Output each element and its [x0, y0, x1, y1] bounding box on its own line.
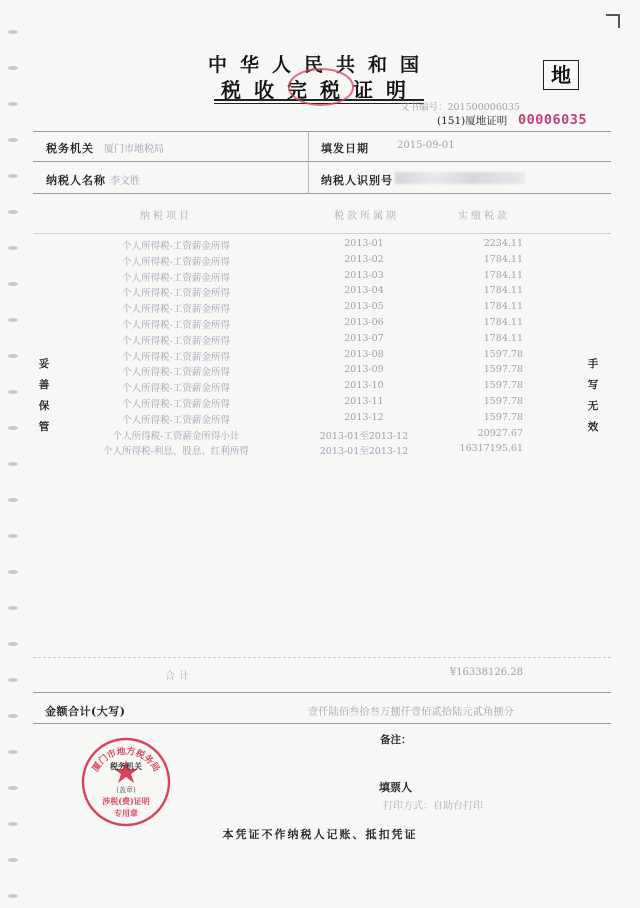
row-item: 个人所得税-工资薪金所得	[122, 288, 230, 300]
grid-line	[33, 692, 611, 693]
issue-date-value: 2015-09-01	[397, 140, 455, 151]
tax-authority-value: 厦门市地税局	[104, 144, 164, 155]
binding-hole	[8, 534, 18, 538]
row-period: 2013-01至2013-12	[319, 446, 409, 458]
side-note-left	[37, 354, 51, 438]
grid-line	[33, 193, 611, 194]
title-oval-stamp-icon	[286, 66, 356, 108]
grid-line	[33, 723, 611, 724]
row-period: 2013-03	[344, 269, 384, 281]
amount-in-words-value: 壹仟陆佰叁拾叁万捌仟壹佰贰拾陆元贰角捌分	[308, 707, 514, 718]
table-row	[0, 428, 640, 444]
row-period: 2013-05	[344, 301, 384, 313]
row-amount: 20927.67	[477, 427, 523, 439]
local-tax-box: 地	[543, 60, 579, 90]
corner-mark-icon	[606, 14, 620, 28]
row-period: 2013-06	[344, 317, 384, 328]
seal-middle-text-2: (盖章)	[116, 786, 136, 794]
total-value: ¥16338126.28	[449, 667, 523, 678]
row-period: 2013-11	[344, 396, 384, 407]
row-period: 2013-10	[344, 380, 384, 392]
taxpayer-name-value: 李文胜	[110, 176, 140, 187]
table-row	[0, 364, 640, 380]
table-row	[0, 317, 640, 333]
row-amount: 1597.78	[483, 380, 523, 392]
table-row	[0, 396, 640, 412]
grid-divider	[308, 131, 309, 193]
document-number: 文书编号：201500006035	[400, 102, 521, 113]
binding-hole	[8, 138, 18, 142]
side-char: 善	[38, 379, 50, 391]
row-item: 个人所得税-工资薪金所得	[122, 272, 230, 284]
binding-hole	[8, 894, 18, 898]
side-note-right	[586, 354, 600, 438]
filler-label: 填票人	[379, 781, 412, 794]
row-item: 个人所得税-工资薪金所得	[122, 335, 230, 347]
side-char: 妥	[38, 358, 50, 370]
row-item: 个人所得税-工资薪金所得	[122, 304, 230, 316]
binding-hole	[8, 462, 18, 466]
issue-date-label: 填发日期	[321, 142, 369, 155]
row-period: 2013-08	[344, 348, 384, 360]
grid-line	[33, 161, 611, 162]
row-item: 个人所得税-工资薪金所得	[122, 256, 230, 268]
row-item: 个人所得税-利息、股息、红利所得	[103, 446, 249, 458]
print-method: 打印方式：自助台打印	[383, 801, 483, 812]
seal-bottom-text: 涉税(费)证明	[102, 796, 150, 806]
side-char: 管	[38, 421, 50, 433]
row-item: 个人所得税-工资薪金所得	[122, 241, 230, 252]
row-period: 2013-12	[344, 411, 384, 423]
row-item: 个人所得税-工资薪金所得小计	[112, 430, 240, 442]
binding-hole	[8, 570, 18, 574]
side-char: 效	[587, 421, 599, 433]
taxpayer-id-redacted	[395, 172, 525, 184]
row-amount: 16317195.61	[459, 443, 523, 455]
seal-bottom-text-2: 专用章	[114, 808, 138, 818]
table-row	[0, 254, 640, 270]
taxpayer-name-label: 纳税人名称	[46, 174, 106, 187]
side-char: 无	[587, 400, 599, 412]
table-row	[0, 412, 640, 428]
row-item: 个人所得税-工资薪金所得	[122, 414, 230, 426]
binding-hole	[8, 750, 18, 754]
row-amount: 1784.11	[483, 301, 523, 313]
binding-hole	[8, 606, 18, 610]
row-period: 2013-09	[344, 364, 384, 376]
grid-line	[33, 233, 611, 234]
seal-top-text: 厦门市地方税务局	[90, 746, 162, 774]
seal-middle-text: 税务机关	[110, 761, 142, 771]
table-row	[0, 238, 640, 254]
binding-hole	[8, 498, 18, 502]
row-item: 个人所得税-工资薪金所得	[122, 383, 230, 395]
column-header-period: 税款所属期	[334, 211, 399, 222]
binding-hole	[8, 210, 18, 214]
column-header-amount: 实缴税款	[458, 211, 510, 222]
row-amount: 1784.11	[483, 332, 523, 344]
tax-authority-label: 税务机关	[46, 142, 94, 155]
row-item: 个人所得税-工资薪金所得	[122, 320, 230, 331]
taxpayer-id-label: 纳税人识别号	[321, 174, 393, 187]
title-line-2: 税收完税证明	[221, 78, 419, 102]
row-amount: 1784.11	[483, 285, 523, 297]
row-amount: 1784.11	[483, 317, 523, 328]
title-line-1: 中华人民共和国	[207, 54, 432, 76]
row-amount: 1784.11	[483, 269, 523, 281]
row-item: 个人所得税-工资薪金所得	[122, 367, 230, 379]
table-row	[0, 270, 640, 286]
binding-hole	[8, 786, 18, 790]
side-char: 手	[587, 358, 599, 370]
side-char: 写	[587, 379, 599, 391]
grid-line	[33, 657, 611, 658]
row-amount: 1784.11	[483, 253, 523, 265]
row-amount: 1597.78	[483, 396, 523, 407]
amount-in-words-label: 金额合计(大写)	[45, 705, 126, 718]
table-row	[0, 301, 640, 317]
row-period: 2013-02	[344, 253, 384, 265]
row-period: 2013-01至2013-12	[319, 430, 409, 442]
row-period: 2013-04	[344, 285, 384, 297]
row-period: 2013-07	[344, 332, 384, 344]
row-period: 2013-01	[344, 238, 384, 249]
table-row	[0, 349, 640, 365]
certificate-label: (151)厦地证明	[437, 115, 508, 127]
row-amount: 2234.11	[483, 238, 523, 249]
row-amount: 1597.78	[483, 411, 523, 423]
serial-number: 00006035	[518, 112, 588, 128]
binding-hole	[8, 858, 18, 862]
binding-hole	[8, 30, 18, 34]
table-row	[0, 285, 640, 301]
table-row	[0, 380, 640, 396]
footer-disclaimer: 本凭证不作纳税人记账、抵扣凭证	[222, 828, 418, 841]
binding-hole	[8, 174, 18, 178]
row-amount: 1597.78	[483, 364, 523, 376]
row-amount: 1597.78	[483, 348, 523, 360]
total-label: 合计	[165, 671, 193, 682]
binding-hole	[8, 714, 18, 718]
binding-hole	[8, 678, 18, 682]
column-header-item: 纳税项目	[140, 211, 192, 222]
row-item: 个人所得税-工资薪金所得	[122, 399, 230, 410]
table-row	[0, 333, 640, 349]
table-row	[0, 443, 640, 459]
side-char: 保	[38, 400, 50, 412]
notes-label: 备注：	[380, 734, 412, 746]
binding-hole	[8, 642, 18, 646]
grid-line	[33, 131, 611, 132]
official-seal-stamp	[80, 736, 172, 828]
row-item: 个人所得税-工资薪金所得	[122, 351, 230, 363]
